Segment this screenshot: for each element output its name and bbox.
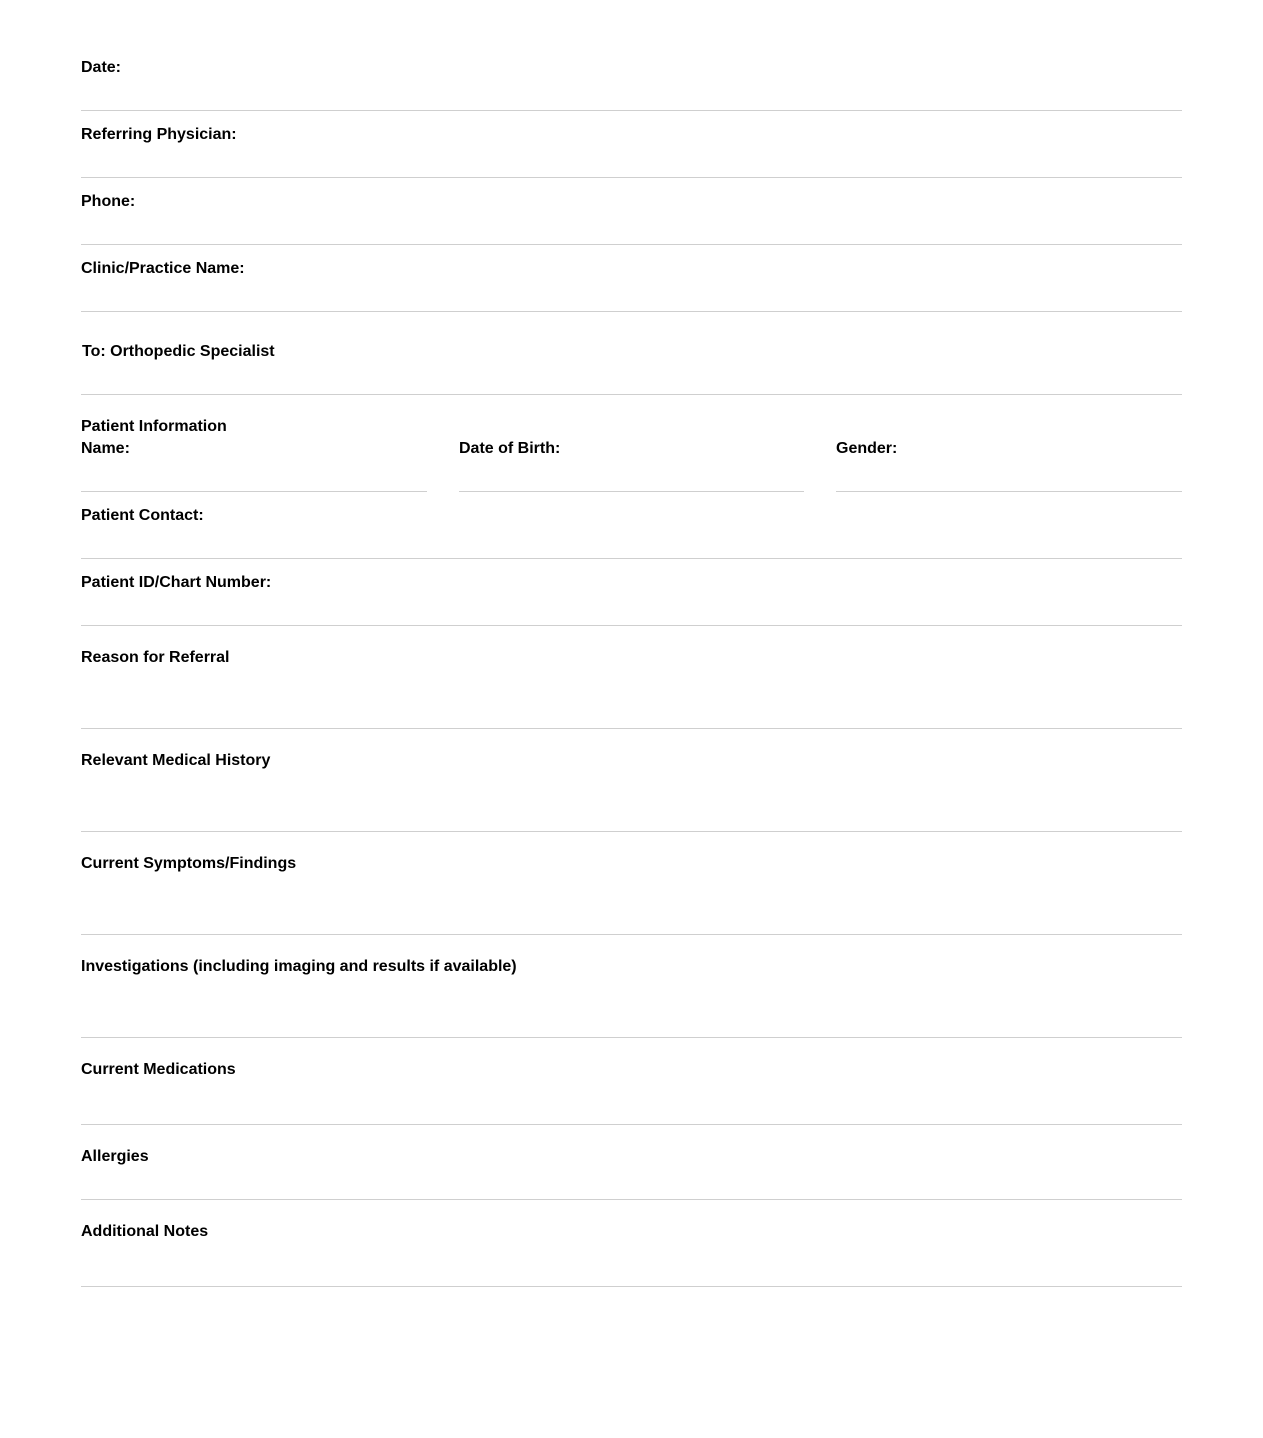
clinic-label: Clinic/Practice Name: — [81, 260, 245, 277]
date-underline — [81, 110, 1182, 111]
history-label: Relevant Medical History — [81, 752, 271, 769]
symptoms-label: Current Symptoms/Findings — [81, 855, 297, 872]
reason-label: Reason for Referral — [81, 649, 230, 666]
gender-underline — [836, 491, 1182, 492]
phone-field[interactable] — [81, 214, 1182, 244]
clinic-field[interactable] — [81, 281, 1182, 311]
to-label: To: Orthopedic Specialist — [82, 343, 275, 360]
investigations-label: Investigations (including imaging and results if available) — [81, 958, 517, 975]
medications-underline — [81, 1124, 1182, 1125]
referring-physician-field[interactable] — [81, 147, 1182, 177]
patient-id-label: Patient ID/Chart Number: — [81, 574, 272, 591]
referring-physician-label: Referring Physician: — [81, 126, 237, 143]
notes-label: Additional Notes — [81, 1223, 209, 1240]
dob-underline — [459, 491, 804, 492]
dob-field[interactable] — [459, 461, 804, 491]
investigations-underline — [81, 1037, 1182, 1038]
name-underline — [81, 491, 427, 492]
symptoms-field[interactable] — [81, 876, 1182, 934]
patient-info-heading: Patient Information — [81, 418, 227, 435]
notes-underline — [81, 1286, 1182, 1287]
reason-underline — [81, 728, 1182, 729]
patient-contact-label: Patient Contact: — [81, 507, 204, 524]
history-field[interactable] — [81, 773, 1182, 831]
medications-label: Current Medications — [81, 1061, 236, 1078]
reason-field[interactable] — [81, 670, 1182, 728]
dob-label: Date of Birth: — [459, 440, 561, 457]
gender-field[interactable] — [836, 461, 1182, 491]
patient-id-underline — [81, 625, 1182, 626]
allergies-label: Allergies — [81, 1148, 149, 1165]
history-underline — [81, 831, 1182, 832]
notes-field[interactable] — [81, 1244, 1182, 1286]
name-label: Name: — [81, 440, 130, 457]
clinic-underline — [81, 311, 1182, 312]
phone-label: Phone: — [81, 193, 136, 210]
to-underline — [81, 394, 1182, 395]
name-field[interactable] — [81, 461, 427, 491]
patient-contact-field[interactable] — [81, 528, 1182, 558]
medications-field[interactable] — [81, 1082, 1182, 1124]
investigations-field[interactable] — [81, 979, 1182, 1037]
allergies-field[interactable] — [81, 1169, 1182, 1199]
phone-underline — [81, 244, 1182, 245]
date-label: Date: — [81, 59, 122, 76]
referring-physician-underline — [81, 177, 1182, 178]
patient-contact-underline — [81, 558, 1182, 559]
symptoms-underline — [81, 934, 1182, 935]
allergies-underline — [81, 1199, 1182, 1200]
patient-id-field[interactable] — [81, 595, 1182, 625]
gender-label: Gender: — [836, 440, 898, 457]
date-field[interactable] — [81, 80, 1182, 110]
